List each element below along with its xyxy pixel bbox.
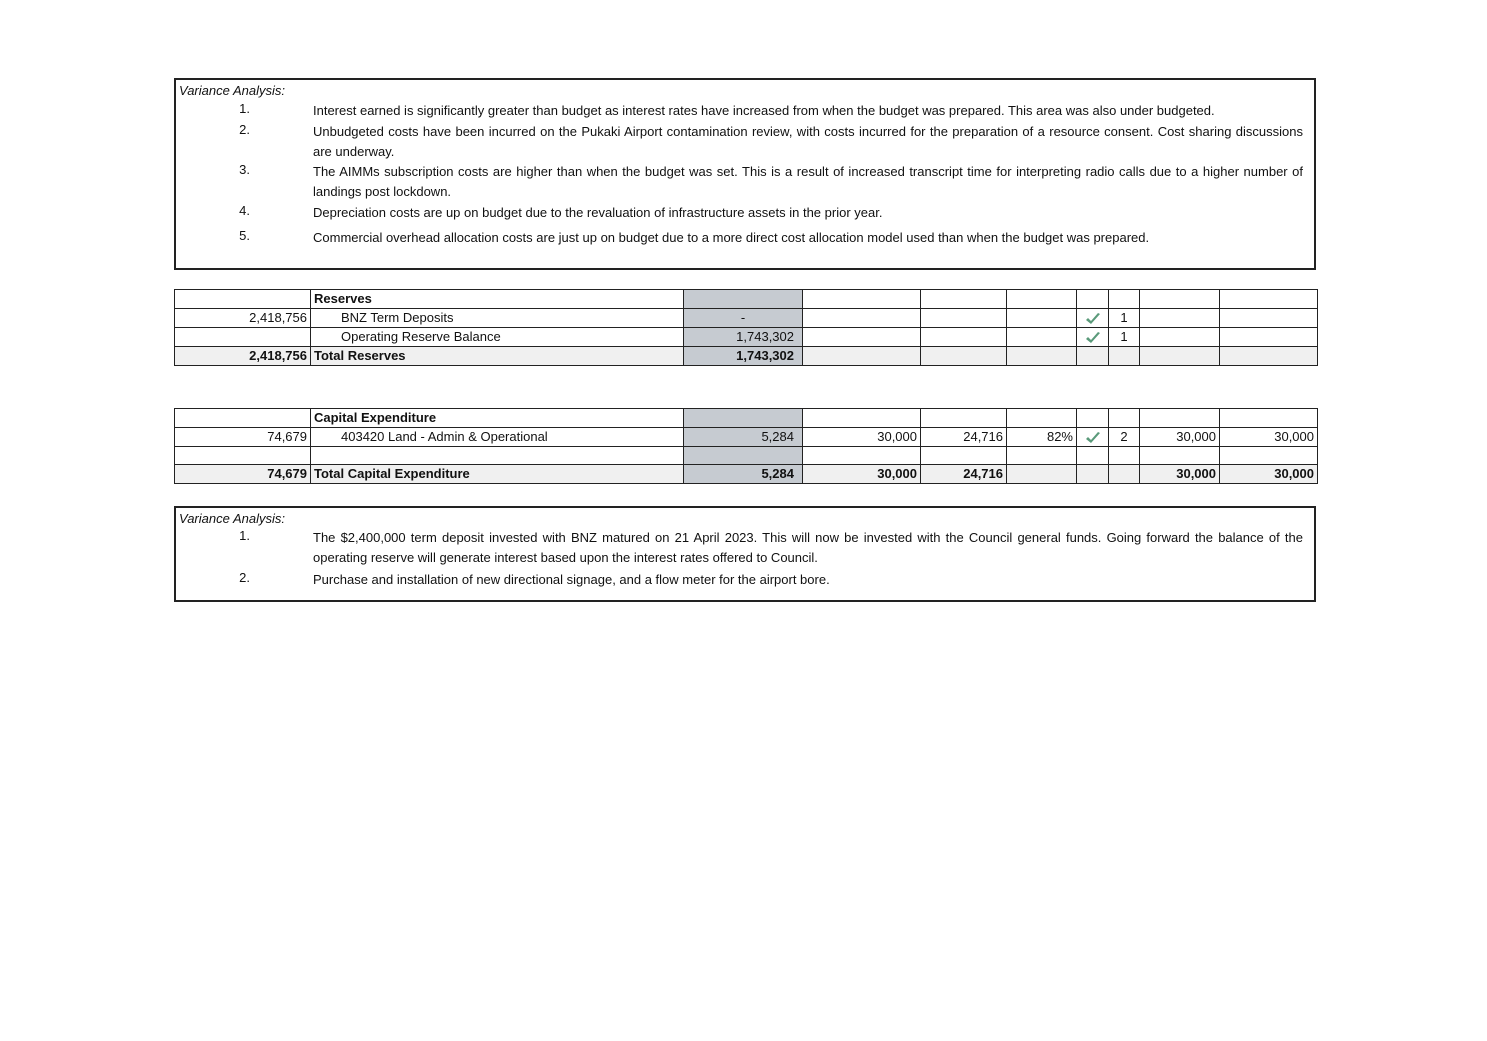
variance-analysis-title: Variance Analysis: bbox=[179, 511, 285, 526]
actual-cell: - bbox=[684, 309, 803, 328]
variance-analysis-box bbox=[174, 506, 1316, 602]
prior-year-cell: 2,418,756 bbox=[175, 347, 311, 366]
variance-item-number: 3. bbox=[239, 162, 250, 177]
forecast-cell: 30,000 bbox=[1140, 428, 1220, 447]
variance-item-number: 2. bbox=[239, 122, 250, 137]
status-cell bbox=[1077, 428, 1109, 447]
total-label: Total Capital Expenditure bbox=[311, 465, 684, 484]
variance-item-number: 4. bbox=[239, 203, 250, 218]
table-row bbox=[175, 447, 1318, 465]
table-row bbox=[175, 428, 1318, 447]
check-icon bbox=[1085, 431, 1101, 445]
variance-item-number: 1. bbox=[239, 101, 250, 116]
total-row bbox=[175, 465, 1318, 484]
prior-year-cell: 2,418,756 bbox=[175, 309, 311, 328]
variance-item-number: 1. bbox=[239, 528, 250, 543]
variance-item-text: Unbudgeted costs have been incurred on the Pukaki Airport contamination review, with costs incurred for the preparation of a resource consent. Cost sharing discussions are underway. bbox=[313, 124, 1303, 159]
check-icon bbox=[1085, 312, 1101, 326]
variance-cell: 24,716 bbox=[921, 428, 1007, 447]
table-row bbox=[175, 409, 1318, 428]
note-cell: 1 bbox=[1109, 309, 1140, 328]
section-heading: Capital Expenditure bbox=[311, 409, 684, 428]
check-icon bbox=[1085, 331, 1101, 345]
prior-year-cell bbox=[175, 328, 311, 347]
variance-item-text: The AIMMs subscription costs are higher than when the budget was set. This is a result of increased transcript time for interpreting radio calls due to a higher number of landings post lockdown. bbox=[313, 164, 1303, 199]
variance-item-number: 5. bbox=[239, 228, 250, 243]
variance-item-text: Depreciation costs are up on budget due to the revaluation of infrastructure assets in the prior year. bbox=[313, 205, 883, 220]
section-heading: Reserves bbox=[311, 290, 684, 309]
note-cell: 2 bbox=[1109, 428, 1140, 447]
row-label: BNZ Term Deposits bbox=[311, 309, 684, 328]
status-cell bbox=[1077, 309, 1109, 328]
note-cell: 1 bbox=[1109, 328, 1140, 347]
variance-analysis-box bbox=[174, 78, 1316, 270]
table-row bbox=[175, 328, 1318, 347]
status-cell bbox=[1077, 328, 1109, 347]
full-year-cell: 30,000 bbox=[1220, 428, 1318, 447]
table-row bbox=[175, 309, 1318, 328]
forecast-cell: 30,000 bbox=[1140, 465, 1220, 484]
total-row bbox=[175, 347, 1318, 366]
percent-cell: 82% bbox=[1007, 428, 1077, 447]
reserves-table bbox=[174, 289, 1318, 366]
variance-item-text: The $2,400,000 term deposit invested with BNZ matured on 21 April 2023. This will now be invested with the Council general funds. Going forward the balance of the operating reserve will generate interest based upon the interest rates offered to Council. bbox=[313, 530, 1303, 565]
variance-cell: 24,716 bbox=[921, 465, 1007, 484]
prior-year-cell: 74,679 bbox=[175, 428, 311, 447]
budget-cell: 30,000 bbox=[803, 428, 921, 447]
capital-expenditure-table bbox=[174, 408, 1318, 484]
full-year-cell: 30,000 bbox=[1220, 465, 1318, 484]
row-label: Operating Reserve Balance bbox=[311, 328, 684, 347]
total-label: Total Reserves bbox=[311, 347, 684, 366]
actual-cell: 1,743,302 bbox=[684, 328, 803, 347]
prior-year-cell: 74,679 bbox=[175, 465, 311, 484]
table-row bbox=[175, 290, 1318, 309]
row-label: 403420 Land - Admin & Operational bbox=[311, 428, 684, 447]
actual-cell: 1,743,302 bbox=[684, 347, 803, 366]
budget-cell: 30,000 bbox=[803, 465, 921, 484]
variance-item-number: 2. bbox=[239, 570, 250, 585]
actual-cell: 5,284 bbox=[684, 465, 803, 484]
variance-analysis-title: Variance Analysis: bbox=[179, 83, 285, 98]
actual-cell: 5,284 bbox=[684, 428, 803, 447]
variance-item-text: Purchase and installation of new directional signage, and a flow meter for the airport bore. bbox=[313, 572, 830, 587]
variance-item-text: Commercial overhead allocation costs are just up on budget due to a more direct cost allocation model used than when the budget was prepared. bbox=[313, 230, 1150, 245]
variance-item-text: Interest earned is significantly greater than budget as interest rates have increased from when the budget was prepared. This area was also under budgeted. bbox=[313, 103, 1215, 118]
